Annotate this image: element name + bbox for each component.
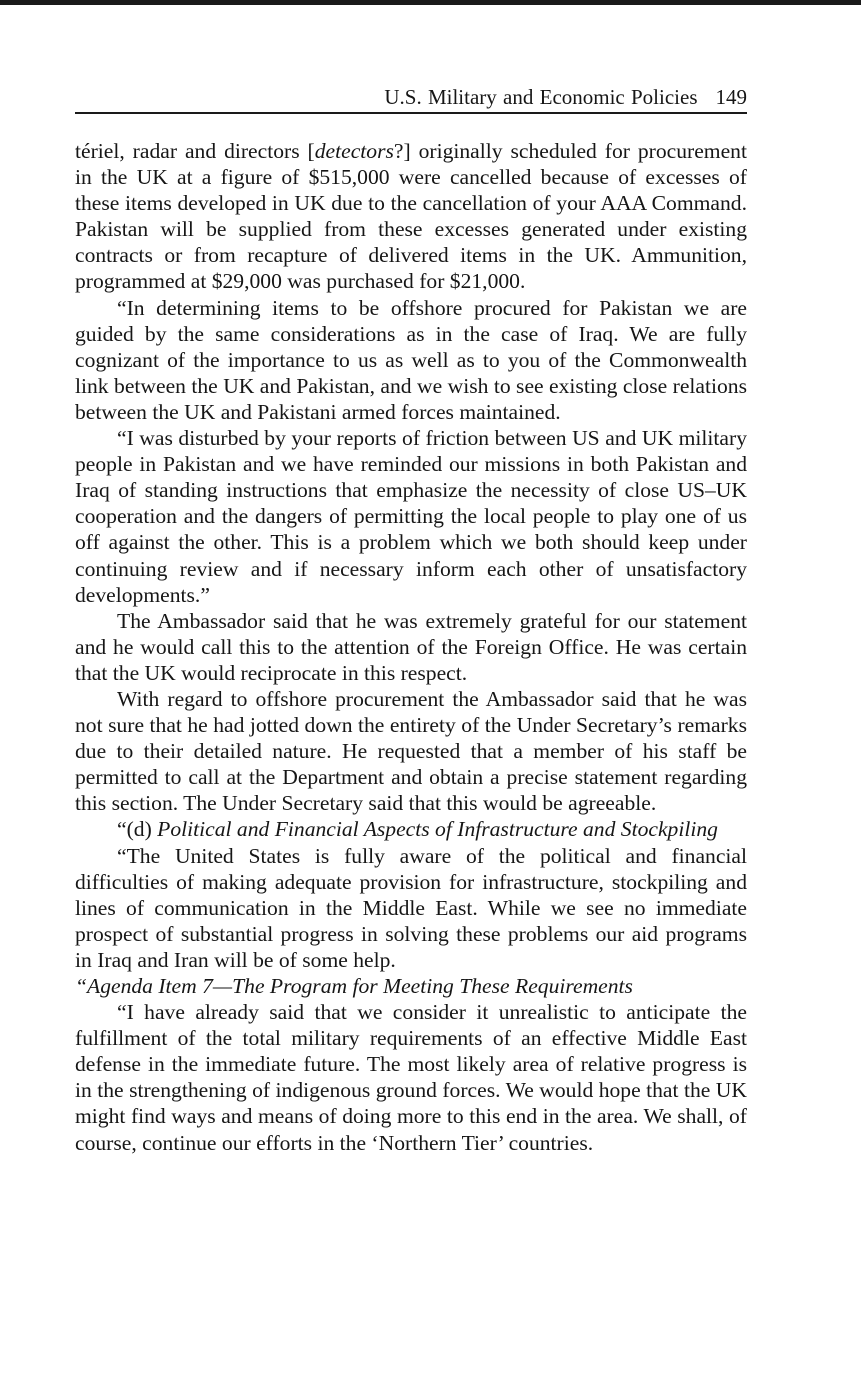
top-border-rule [0,0,861,5]
running-header [75,84,747,114]
subsection-heading: “(d) Political and Financial Aspects of Infrastructure and Stockpiling [117,817,718,842]
paragraph: “I have already said that we consider it unrealistic to anticipate the fulfillment of the total military requirements of an effective Middle East defense in the immediate future. The most likely area of relative progress is in the strengthening of indigenous ground forces. We would hope that the UK might find ways and means of doing more to this end in the area. We shall, of course, continue our efforts in the ‘Northern Tier’ countries. [75,1000,747,1155]
document-page [75,84,747,1156]
agenda-item-heading: “Agenda Item 7—The Program for Meeting These Requirements [75,974,633,998]
page-number: 149 [715,85,747,109]
paragraph: “In determining items to be offshore procured for Pakistan we are guided by the same considerations as in the case of Iraq. We are fully cognizant of the importance to us as well as to you of the Commonwealth link between the UK and Pakistan, and we wish to see existing close relations between the UK and Pakistani armed forces maintained. [75,295,747,424]
paragraph: “I was disturbed by your reports of friction between US and UK military people in Pakistan and we have reminded our missions in both Pakistan and Iraq of standing instructions that emphasize the necessity of close US–UK cooperation and the dangers of permitting the local people to play one of us off against the other. This is a problem which we both should keep under continuing review and if necessary inform each other of unsatisfactory developments.” [75,426,747,607]
body-text [75,138,747,1156]
paragraph-continued: tériel, radar and directors [detectors?] originally scheduled for procurement in the UK at a figure of $515,000 were cancelled because of excesses of these items developed in UK due to the cancellation of your AAA Command. Pakistan will be supplied from these excesses generated under existing contracts or from recapture of delivered items in the UK. Ammunition, programmed at $29,000 was purchased for $21,000. [75,139,747,294]
paragraph: The Ambassador said that he was extremely grateful for our statement and he would call this to the attention of the Foreign Office. He was certain that the UK would reciprocate in this respect. [75,608,747,685]
running-title: U.S. Military and Economic Policies [384,85,698,109]
bracketed-insertion: detectors [314,139,394,163]
paragraph: “The United States is fully aware of the political and financial difficulties of making adequate provision for infrastructure, stockpiling and lines of communication in the Middle East. While we see no immediate prospect of substantial progress in solving these problems our aid programs in Iraq and Iran will be of some help. [75,843,747,972]
paragraph: With regard to offshore procurement the Ambassador said that he was not sure that he had jotted down the entirety of the Under Secretary’s remarks due to their detailed nature. He requested that a member of his staff be permitted to call at the Department and obtain a precise statement regarding this section. The Under Secretary said that this would be agreeable. [75,686,747,816]
